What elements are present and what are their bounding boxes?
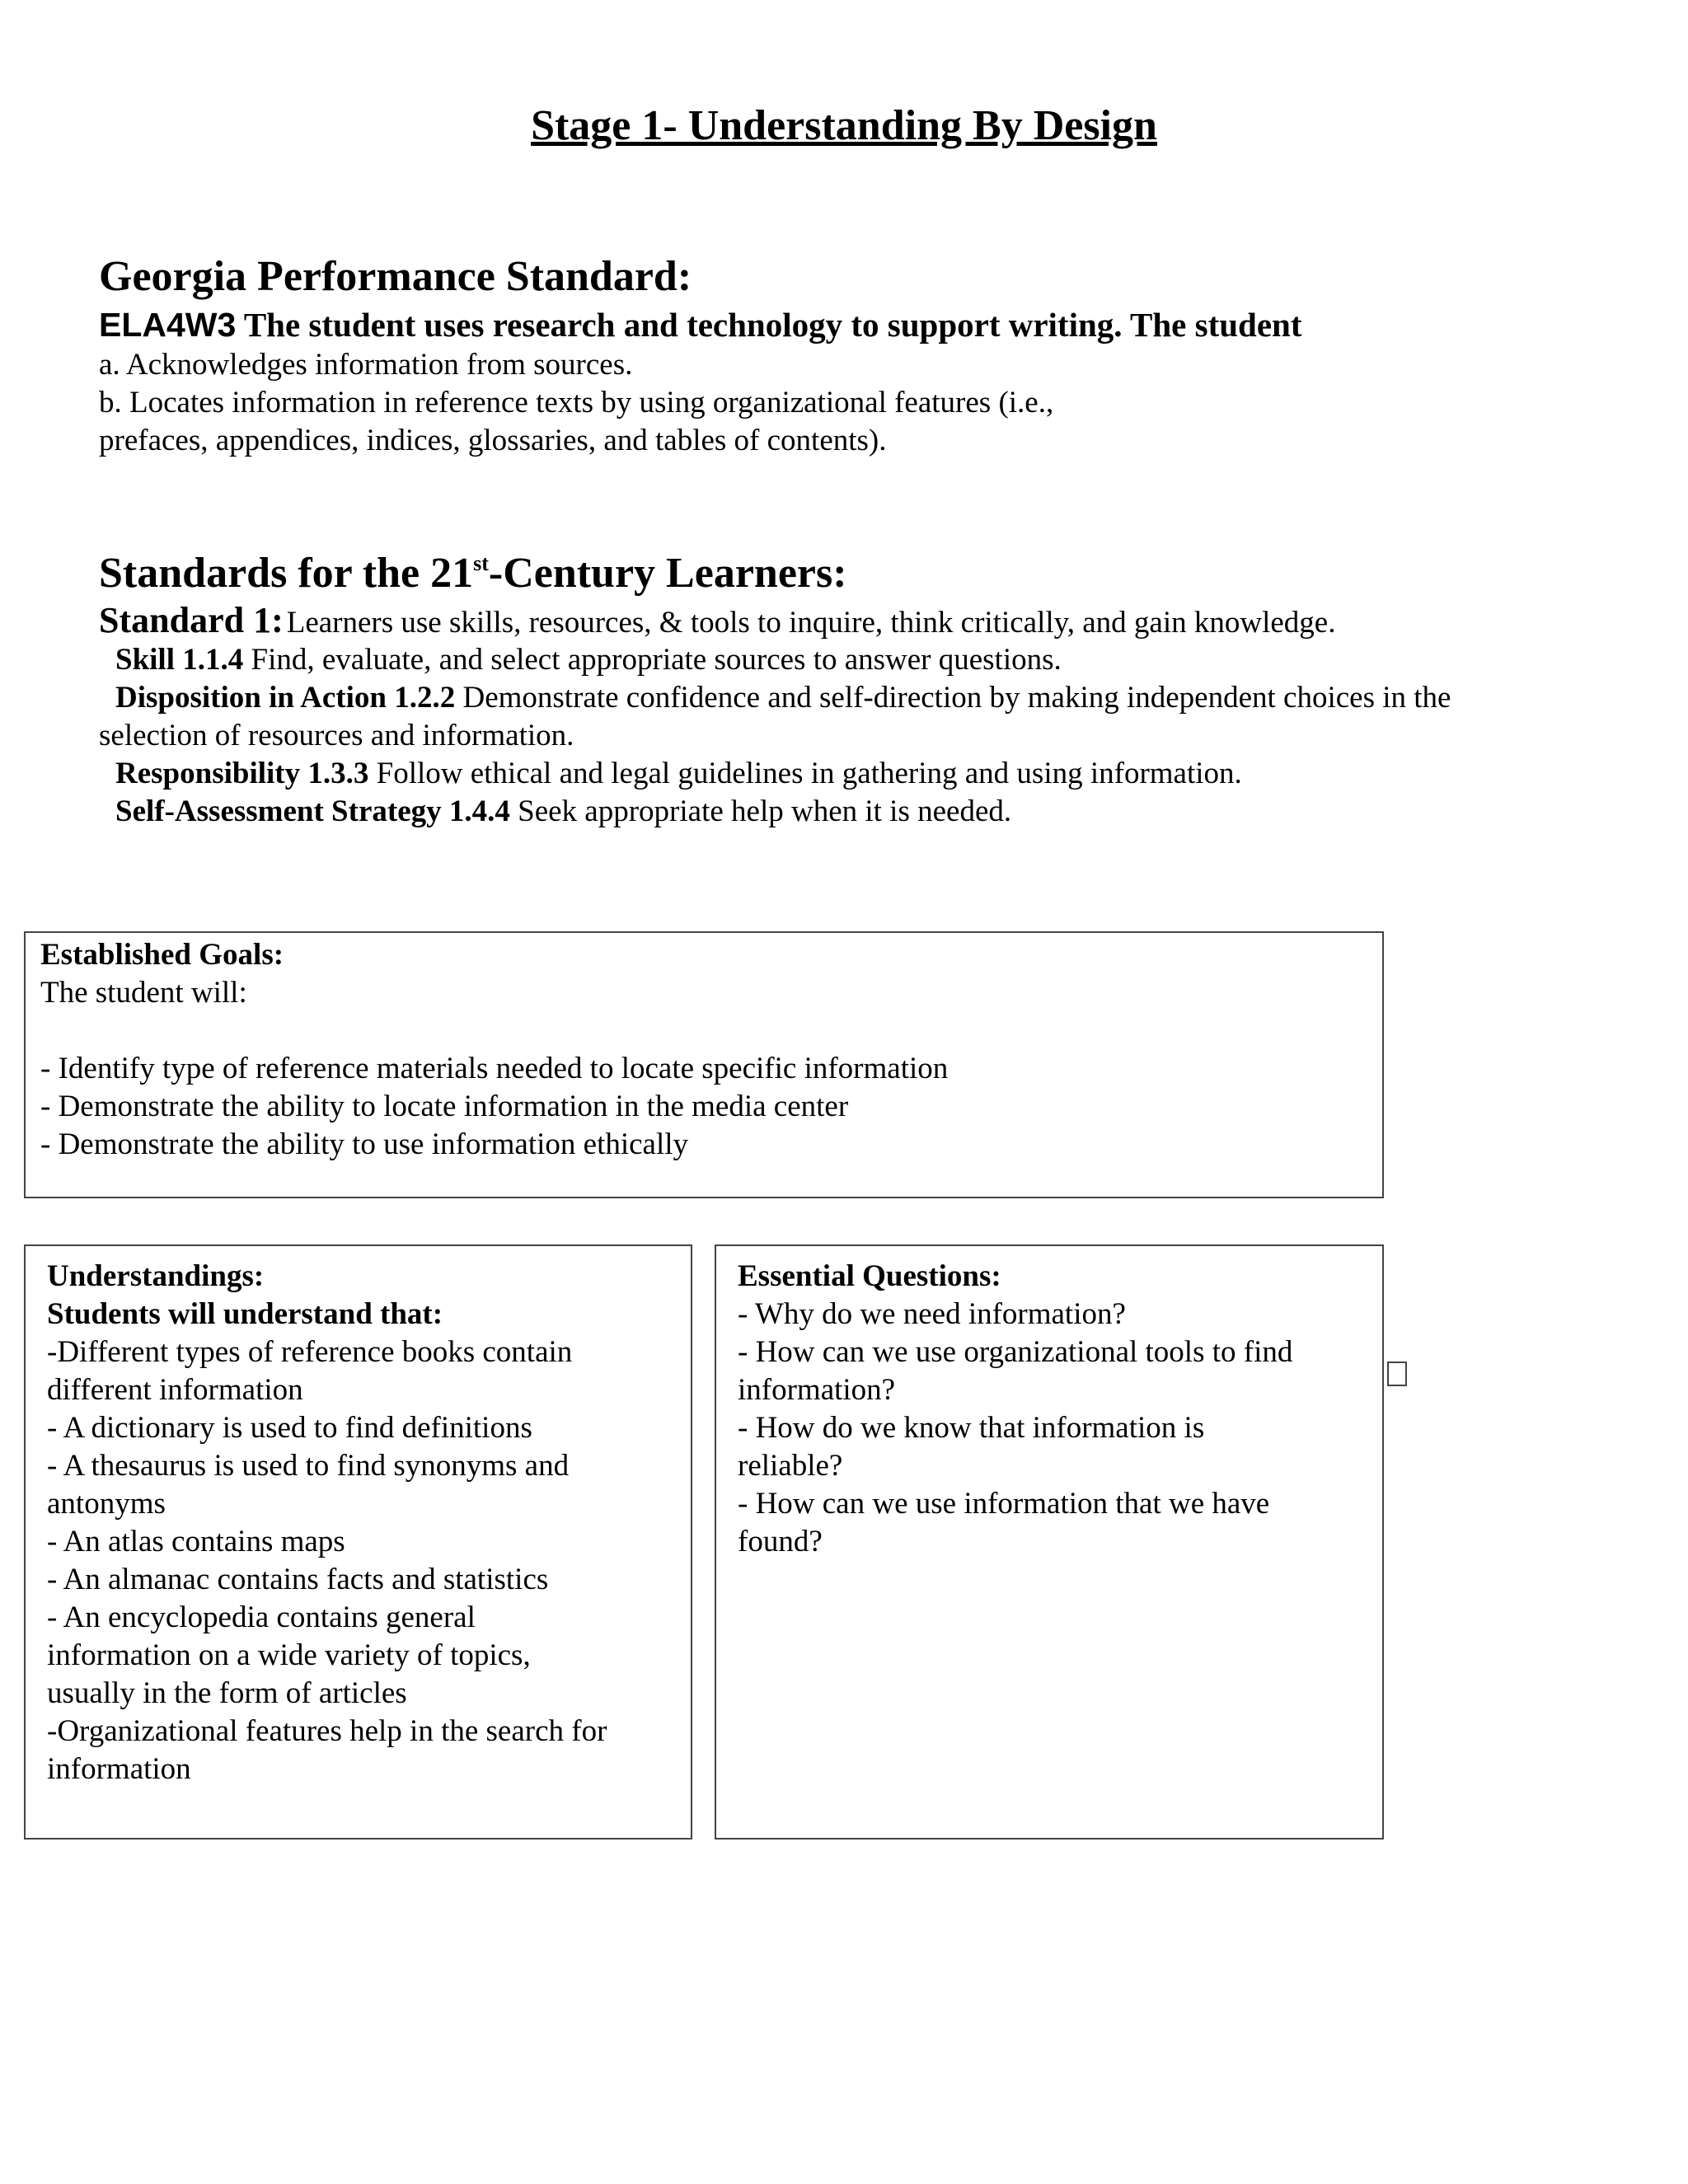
goal-item: - Demonstrate the ability to locate information in the media center	[40, 1090, 849, 1123]
understanding-line: antonyms	[47, 1487, 166, 1521]
goals-intro: The student will:	[40, 976, 247, 1010]
aasl-disposition	[115, 679, 1451, 717]
question-line: - How can we use information that we have	[738, 1487, 1270, 1521]
gps-item-a: a. Acknowledges information from sources.	[99, 348, 633, 382]
understandings-heading: Understandings:	[47, 1259, 265, 1293]
aasl-disposition-cont: selection of resources and information.	[99, 719, 574, 752]
aasl-standard-label: Standard 1:	[99, 600, 284, 640]
understandings-box	[24, 1244, 692, 1840]
understanding-line: - An encyclopedia contains general	[47, 1601, 476, 1634]
aasl-responsibility-text: Follow ethical and legal guidelines in gathering and using information.	[376, 757, 1242, 790]
understanding-line: - A thesaurus is used to find synonyms and	[47, 1449, 570, 1483]
understanding-line: -Different types of reference books contain	[47, 1335, 573, 1369]
aasl-heading-after: -Century Learners:	[488, 550, 847, 597]
aasl-disposition-text: Demonstrate confidence and self-direction by making independent choices in the	[462, 681, 1451, 715]
goals-heading: Established Goals:	[40, 938, 284, 972]
gps-heading: Georgia Performance Standard:	[99, 253, 692, 300]
aasl-responsibility	[115, 755, 1242, 793]
gps-item-b-cont: prefaces, appendices, indices, glossaries, and tables of contents).	[99, 424, 887, 457]
stray-square-shape	[1387, 1361, 1407, 1386]
page-title: Stage 1- Understanding By Design	[531, 102, 1157, 149]
understanding-line: information	[47, 1752, 191, 1786]
aasl-skill	[115, 641, 1062, 679]
aasl-self-assessment	[115, 793, 1011, 831]
goal-item: - Identify type of reference materials needed to locate specific information	[40, 1052, 949, 1085]
question-line: found?	[738, 1525, 823, 1558]
established-goals-box	[24, 931, 1384, 1198]
understanding-line: - An almanac contains facts and statistics	[47, 1563, 549, 1596]
gps-statement: The student uses research and technology to support writing. The student	[243, 306, 1302, 344]
aasl-heading	[99, 547, 847, 600]
understanding-line: - An atlas contains maps	[47, 1525, 345, 1558]
understandings-subheading: Students will understand that:	[47, 1297, 443, 1331]
question-line: reliable?	[738, 1449, 843, 1483]
question-line: - How can we use organizational tools to find	[738, 1335, 1293, 1369]
gps-statement-line	[99, 303, 1302, 346]
understanding-line: different information	[47, 1373, 303, 1407]
understanding-line: - A dictionary is used to find definitions	[47, 1411, 532, 1445]
question-line: - How do we know that information is	[738, 1411, 1205, 1445]
aasl-standard-text: Learners use skills, resources, & tools to inquire, think critically, and gain knowledge.	[286, 606, 1336, 640]
aasl-heading-sup: st	[473, 551, 489, 575]
aasl-disposition-label: Disposition in Action 1.2.2	[115, 681, 456, 715]
questions-heading: Essential Questions:	[738, 1259, 1001, 1293]
aasl-heading-before: Standards for the 21	[99, 550, 474, 597]
aasl-selfassess-text: Seek appropriate help when it is needed.	[518, 794, 1012, 828]
understanding-line: -Organizational features help in the search for	[47, 1714, 607, 1748]
understanding-line: information on a wide variety of topics,	[47, 1638, 531, 1672]
aasl-selfassess-label: Self-Assessment Strategy 1.4.4	[115, 794, 510, 828]
goal-item: - Demonstrate the ability to use information ethically	[40, 1127, 689, 1161]
aasl-skill-text: Find, evaluate, and select appropriate sources to answer questions.	[251, 643, 1062, 677]
gps-item-b: b. Locates information in reference texts by using organizational features (i.e.,	[99, 386, 1054, 419]
aasl-skill-label: Skill 1.1.4	[115, 643, 244, 677]
understanding-line: usually in the form of articles	[47, 1676, 407, 1710]
aasl-responsibility-label: Responsibility 1.3.3	[115, 757, 369, 790]
gps-code: ELA4W3	[99, 306, 237, 344]
question-line: - Why do we need information?	[738, 1297, 1126, 1331]
essential-questions-box	[715, 1244, 1384, 1840]
question-line: information?	[738, 1373, 896, 1407]
